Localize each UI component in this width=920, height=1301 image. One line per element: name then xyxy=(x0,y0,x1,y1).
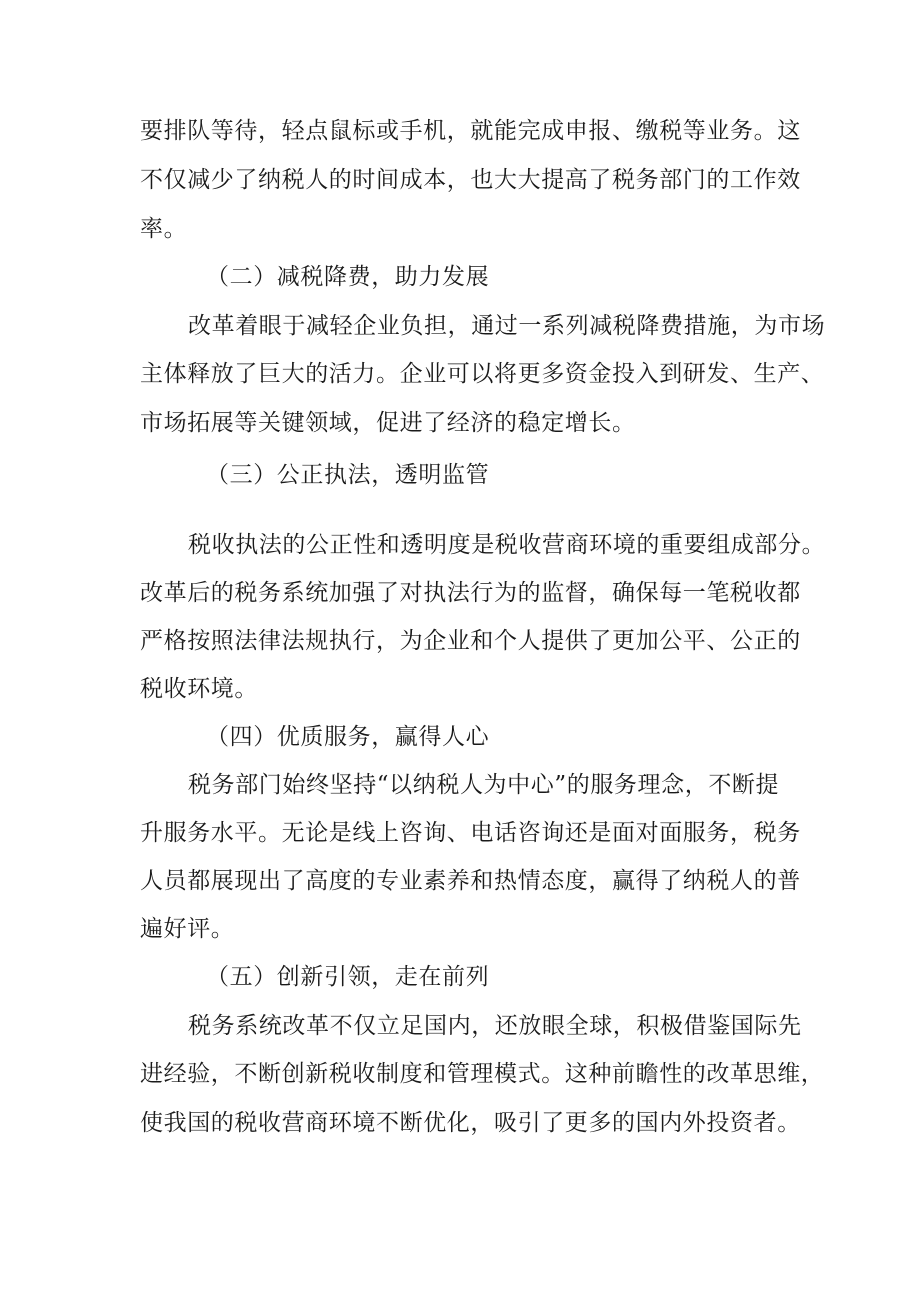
text-line: 税收执法的公正性和透明度是税收营商环境的重要组成部分。 xyxy=(188,532,826,558)
text-line: 严格按照法律法规执行，为企业和个人提供了更加公平、公正的 xyxy=(140,628,801,654)
text-line: 遍好评。 xyxy=(140,916,235,942)
text-line: 升服务水平。无论是线上咨询、电话咨询还是面对面服务，税务 xyxy=(140,820,801,846)
text-line: 要排队等待，轻点鼠标或手机，就能完成申报、缴税等业务。这 xyxy=(140,118,801,144)
text-line: 人员都展现出了高度的专业素养和热情态度，赢得了纳税人的普 xyxy=(140,868,801,894)
text-line: 税务部门始终坚持“以纳税人为中心”的服务理念，不断提 xyxy=(188,772,780,798)
text-line: 使我国的税收营商环境不断优化，吸引了更多的国内外投资者。 xyxy=(140,1110,801,1136)
section-heading: （四）优质服务，赢得人心 xyxy=(206,724,490,750)
text-line: 改革着眼于减轻企业负担，通过一系列减税降费措施，为市场 xyxy=(188,313,826,339)
section-heading: （二）减税降费，助力发展 xyxy=(206,264,490,290)
text-line: 改革后的税务系统加强了对执法行为的监督，确保每一笔税收都 xyxy=(140,580,801,606)
section-heading: （五）创新引领，走在前列 xyxy=(206,964,490,990)
text-line: 税务系统改革不仅立足国内，还放眼全球，积极借鉴国际先 xyxy=(188,1013,802,1039)
section-heading: （三）公正执法，透明监管 xyxy=(206,462,490,488)
text-line: 率。 xyxy=(140,216,188,242)
text-line: 税收环境。 xyxy=(140,676,258,702)
text-line: 不仅减少了纳税人的时间成本，也大大提高了税务部门的工作效 xyxy=(140,167,801,193)
text-line: 主体释放了巨大的活力。企业可以将更多资金投入到研发、生产、 xyxy=(140,361,825,387)
text-line: 进经验，不断创新税收制度和管理模式。这种前瞻性的改革思维， xyxy=(140,1061,825,1087)
text-line: 市场拓展等关键领域，促进了经济的稳定增长。 xyxy=(140,410,636,436)
